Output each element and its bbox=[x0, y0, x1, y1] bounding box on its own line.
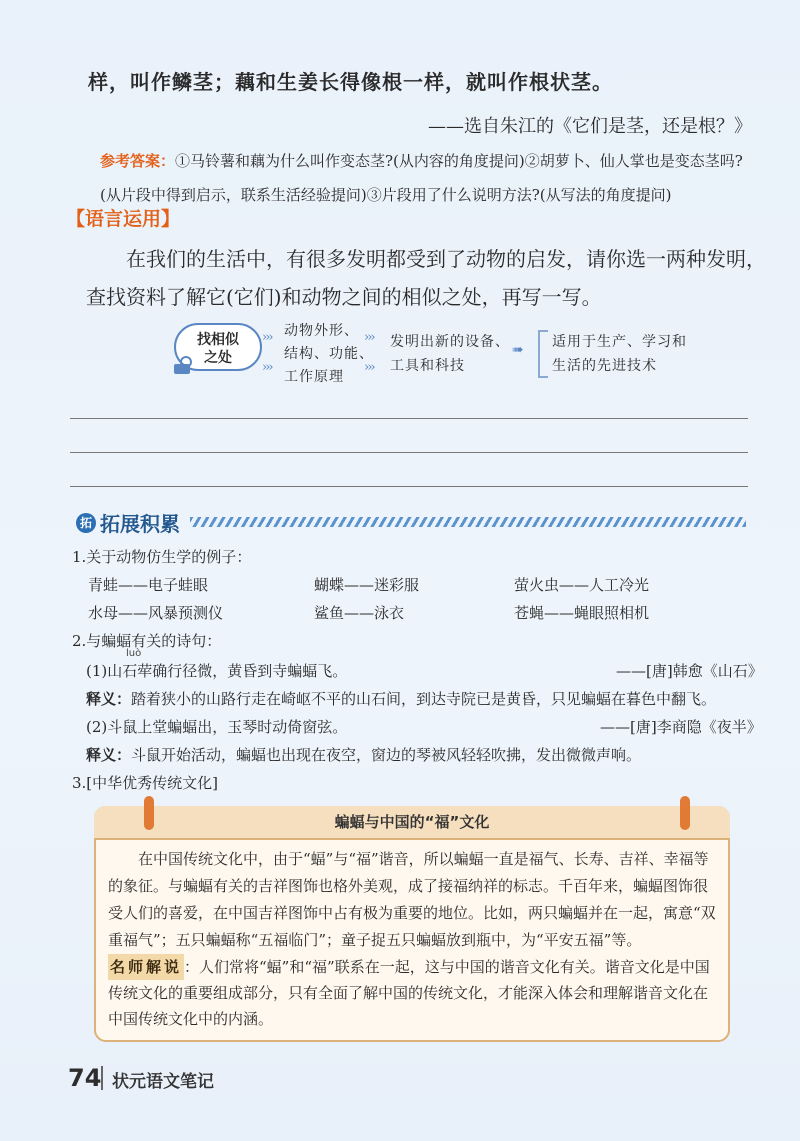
commentary-text: ：人们常将“蝠”和“福”联系在一起，这与中国的谐音文化有关。谐音文化是中国传统文化的重要组成部分，只有全面了解中国的传统文化，才能深入体会和理解谐音文化在中国传统文化中的内涵。 bbox=[108, 958, 710, 1028]
book-title: 状元语文笔记 bbox=[112, 1072, 214, 1092]
mindmap-node-line: 动物外形、 bbox=[284, 323, 359, 339]
extension-item-3: 3.[中华优秀传统文化] bbox=[72, 774, 219, 792]
culture-box-title: 蝙蝠与中国的“福”文化 bbox=[334, 813, 490, 831]
bionics-pair: 水母——风暴预测仪 bbox=[88, 604, 224, 622]
answer-text: ①马铃薯和藕为什么叫作变态茎?(从内容的角度提问)②胡萝卜、仙人掌也是变态茎吗?(从片段中得到启示，联系生活经验提问)③片段用了什么说明方法?(从写法的角度提问) bbox=[100, 152, 743, 204]
commentary-label: 名师解说 bbox=[108, 954, 184, 980]
pinyin-annotation: luò bbox=[126, 648, 142, 659]
chevron-right-icon: ››› bbox=[364, 360, 374, 375]
heading-stripe-decoration bbox=[190, 517, 746, 527]
chevron-right-icon: ››› bbox=[262, 330, 272, 345]
poem-line-2: (2)斗鼠上堂蝙蝠出，玉琴时动倚窗弦。 bbox=[86, 718, 348, 736]
mindmap-center-line1: 找相似 bbox=[197, 332, 239, 348]
mindmap-node-line: 发明出新的设备、 bbox=[390, 334, 510, 350]
mindmap-node-line: 结构、功能、 bbox=[284, 346, 374, 362]
meaning-text: 踏着狭小的山路行走在崎岖不平的山石间，到达寺院已是黄昏，只见蝙蝠在暮色中翻飞。 bbox=[131, 690, 717, 708]
poem-2-meaning bbox=[86, 744, 641, 765]
bracket-decoration bbox=[538, 330, 548, 378]
mindmap-node-line: 生活的先进技术 bbox=[552, 358, 657, 374]
meaning-label: 释义： bbox=[86, 746, 132, 764]
section-heading-extension: 拓展积累 bbox=[100, 512, 180, 536]
bionics-pair: 青蛙——电子蛙眼 bbox=[88, 576, 209, 594]
poem-line-1: (1)山石荦确行径微，黄昏到寺蝙蝠飞。 bbox=[86, 662, 348, 680]
footer-separator bbox=[101, 1066, 103, 1090]
chevron-right-icon: ››› bbox=[364, 330, 374, 345]
teacher-commentary bbox=[108, 954, 718, 1032]
poem-1-meaning bbox=[86, 688, 716, 709]
continued-text-line: 样，叫作鳞茎；藕和生姜长得像根一样，就叫作根状茎。 bbox=[88, 70, 613, 94]
language-task-paragraph: 在我们的生活中，有很多发明都受到了动物的启发，请你选一两种发明，查找资料了解它(它们)和动物之间的相似之处，再写一写。 bbox=[86, 247, 766, 309]
mindmap-node-animal bbox=[284, 320, 374, 389]
bionics-pair: 萤火虫——人工冷光 bbox=[514, 576, 650, 594]
extension-item-2: 2.与蝙蝠有关的诗句： bbox=[72, 632, 222, 650]
source-citation: ——选自朱江的《它们是茎，还是根？》 bbox=[428, 116, 752, 137]
meaning-text: 斗鼠开始活动，蝙蝠也出现在夜空，窗边的琴被风轻轻吹拂，发出微微声响。 bbox=[131, 746, 642, 764]
chevron-right-icon: ››› bbox=[262, 360, 272, 375]
meaning-label: 释义： bbox=[86, 690, 132, 708]
bionics-pair: 鲨鱼——泳衣 bbox=[314, 604, 405, 622]
section-heading-language-use: 【语言运用】 bbox=[66, 208, 181, 230]
mindmap-node-invention bbox=[390, 330, 510, 378]
poem-1-source: ——[唐]韩愈《山石》 bbox=[616, 662, 763, 680]
writing-line[interactable] bbox=[70, 452, 748, 453]
poem-2-source: ——[唐]李商隐《夜半》 bbox=[600, 718, 762, 736]
mindmap-node-line: 工作原理 bbox=[284, 369, 344, 385]
mindmap-node-line: 适用于生产、学习和 bbox=[552, 334, 687, 350]
page-number: 74 bbox=[68, 1064, 102, 1092]
mindmap-node-line: 工具和科技 bbox=[390, 358, 465, 374]
magnifier-icon bbox=[172, 354, 196, 376]
mindmap-node-technology bbox=[552, 330, 687, 378]
extension-item-1: 1.关于动物仿生学的例子： bbox=[72, 548, 252, 566]
bionics-pair: 苍蝇——蝇眼照相机 bbox=[514, 604, 650, 622]
extension-section-icon: 拓 bbox=[76, 513, 96, 533]
bionics-pair: 蝴蝶——迷彩服 bbox=[314, 576, 420, 594]
writing-line[interactable] bbox=[70, 486, 748, 487]
arrow-right-icon: ➠ bbox=[512, 342, 524, 358]
culture-box-body: 在中国传统文化中，由于“蝠”与“福”谐音，所以蝙蝠一直是福气、长寿、吉祥、幸福等的象征。与蝙蝠有关的吉祥图饰也格外美观，成了接福纳祥的标志。千百年来，蝙蝠图饰很受人们的喜爱，在中国吉祥图饰中占有极为重要的地位。比如，两只蝙蝠并在一起，寓意“双重福气”；五只蝙蝠称“五福临门”；童子捉五只蝙蝠放到瓶中，为“平安五福”等。 bbox=[108, 850, 716, 949]
mindmap-center-line2: 之处 bbox=[204, 350, 232, 366]
writing-line[interactable] bbox=[70, 418, 748, 419]
answer-label: 参考答案： bbox=[100, 152, 176, 170]
reference-answer bbox=[100, 144, 760, 212]
